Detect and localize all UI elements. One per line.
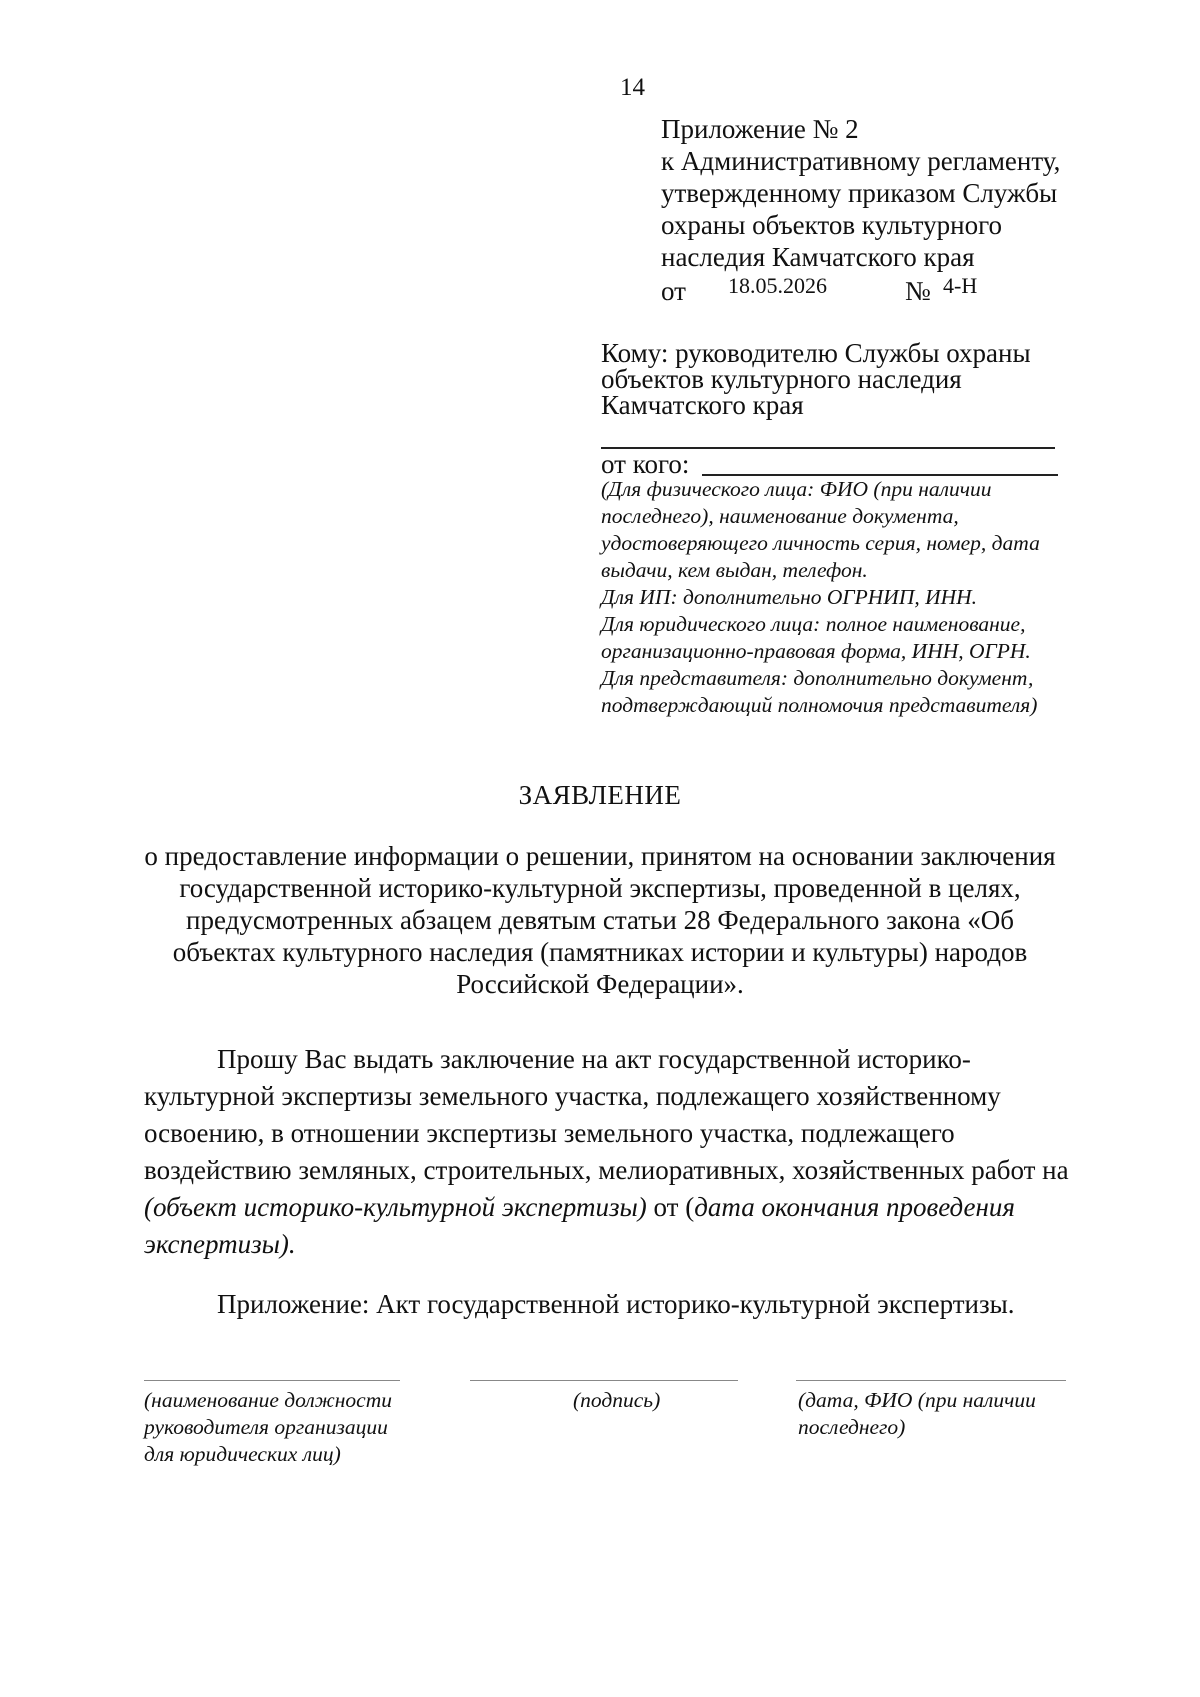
request-line: освоению, в отношении экспертизы земельного участка, подлежащего [144, 1118, 955, 1148]
request-line: Прошу Вас выдать заключение на акт государственной историко- [217, 1044, 971, 1074]
expertise-end-date-placeholder: дата окончания проведения [694, 1192, 1015, 1222]
date-name-caption [798, 1387, 1036, 1441]
caption-line: (наименование должности [144, 1388, 392, 1412]
addressee-line: объектов культурного наследия [601, 364, 962, 394]
appendix-heading [661, 113, 1060, 273]
position-signature-line [144, 1380, 400, 1381]
appendix-line: к Административному регламенту, [661, 146, 1061, 176]
hint-line: Для юридического лица: полное наименование, [601, 612, 1026, 636]
page-number: 14 [620, 74, 645, 101]
addressee-block [601, 340, 1031, 418]
applicant-hint [601, 476, 1040, 719]
signature-caption: (подпись) [573, 1388, 661, 1412]
subject-line: о предоставление информации о решении, принятом на основании заключения [144, 841, 1056, 871]
from-whom-label: от кого: [601, 449, 690, 479]
hint-line: выдачи, кем выдан, телефон. [601, 558, 868, 582]
caption-line: последнего) [798, 1415, 906, 1439]
order-reference [661, 273, 991, 308]
date-name-signature-line [796, 1380, 1066, 1381]
addressee-line: Камчатского края [601, 390, 804, 420]
appendix-line: утвержденному приказом Службы [661, 178, 1058, 208]
document-title: ЗАЯВЛЕНИЕ [518, 780, 682, 810]
subject-line: объектах культурного наследия (памятниках истории и культуры) народов [172, 937, 1028, 967]
order-number: 4-Н [943, 273, 978, 298]
subject-line: государственной историко-культурной экспертизы, проведенной в целях, [179, 873, 1021, 903]
hint-line: последнего), наименование документа, [601, 504, 959, 528]
hint-line: удостоверяющего личность серия, номер, дата [601, 531, 1040, 555]
caption-line: для юридических лиц) [144, 1442, 341, 1466]
appendix-line: охраны объектов культурного [661, 210, 1002, 240]
expertise-object-placeholder: (объект историко-культурной экспертизы) [144, 1192, 647, 1222]
request-line: культурной экспертизы земельного участка, подлежащего хозяйственному [144, 1081, 1001, 1111]
request-line: экспертизы). [144, 1229, 296, 1259]
appendix-line: наследия Камчатского края [661, 242, 975, 272]
hint-line: (Для физического лица: ФИО (при наличии [601, 477, 992, 501]
order-date: 18.05.2026 [728, 273, 827, 298]
request-line [0, 1189, 1200, 1226]
document-subject [0, 840, 1200, 1000]
attachment-line: Приложение: Акт государственной историко-культурной экспертизы. [217, 1289, 1015, 1319]
hint-line: подтверждающий полномочия представителя) [601, 693, 1038, 717]
hint-line: Для представителя: дополнительно документ, [601, 666, 1034, 690]
caption-line: руководителя организации [144, 1415, 388, 1439]
order-number-label: № [905, 276, 931, 306]
subject-line: предусмотренных абзацем девятым статьи 28 Федерального закона «Об [186, 905, 1014, 935]
position-caption [144, 1387, 392, 1468]
hint-line: организационно-правовая форма, ИНН, ОГРН. [601, 639, 1031, 663]
request-line: воздействию земляных, строительных, мелиоративных, хозяйственных работ на [144, 1155, 1069, 1185]
order-from-label: от [661, 276, 686, 306]
hint-line: Для ИП: дополнительно ОГРНИП, ИНН. [601, 585, 978, 609]
appendix-line: Приложение № 2 [661, 114, 859, 144]
request-connector: от ( [646, 1192, 695, 1222]
request-paragraph [0, 1041, 1200, 1263]
subject-line: Российской Федерации». [456, 969, 744, 999]
signature-line [470, 1380, 738, 1381]
addressee-line: Кому: руководителю Службы охраны [601, 338, 1031, 368]
caption-line: (дата, ФИО (при наличии [798, 1388, 1036, 1412]
